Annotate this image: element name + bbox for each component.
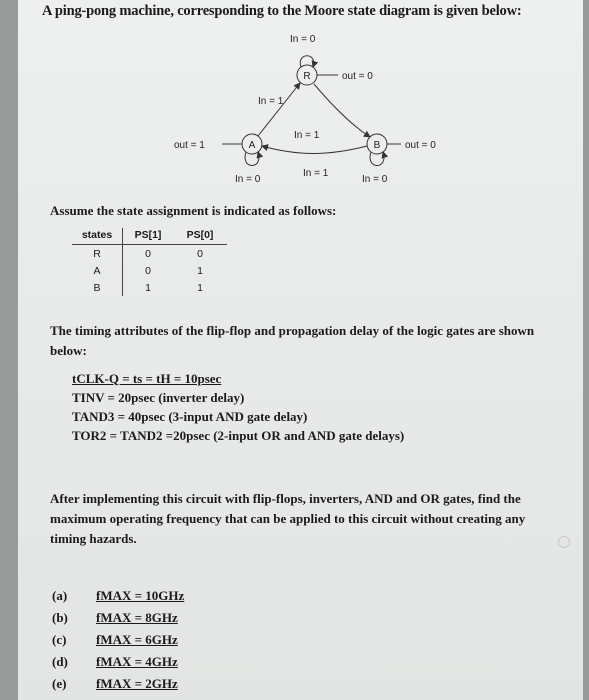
option-e[interactable]	[52, 676, 184, 698]
page-title: A ping-pong machine, corresponding to the Moore state diagram is given below:	[42, 3, 522, 19]
state-r	[297, 65, 317, 85]
option-label: (a)	[52, 588, 68, 603]
header-ps1: PS[1]	[123, 228, 174, 245]
answer-options	[52, 588, 184, 698]
option-value: fMAX = 2GHz	[96, 676, 178, 691]
b-to-a-label: In = 1	[303, 168, 329, 179]
option-b[interactable]	[52, 610, 184, 632]
table-cell: R	[72, 245, 123, 263]
option-value: fMAX = 6GHz	[96, 632, 178, 647]
timing-intro-line-2: below:	[50, 343, 87, 358]
option-value: fMAX = 4GHz	[96, 654, 178, 669]
table-row	[72, 279, 227, 296]
option-label: (b)	[52, 610, 68, 625]
r-to-b-arrow	[314, 84, 370, 137]
a-to-r-label: In = 1	[258, 96, 284, 107]
b-to-a-arrow	[262, 146, 367, 154]
state-a-label: A	[248, 140, 256, 151]
question-line-3: timing hazards.	[50, 531, 137, 546]
state-diagram	[18, 0, 583, 200]
header-ps0: PS[0]	[173, 228, 227, 245]
a-output-label: out = 1	[174, 140, 205, 151]
a-to-r-arrow	[258, 83, 300, 136]
option-a[interactable]	[52, 588, 184, 610]
option-label: (e)	[52, 676, 67, 691]
timing-intro-line-1: The timing attributes of the flip-flop and propagation delay of the logic gates are shown	[50, 323, 535, 338]
table-cell: A	[72, 262, 123, 279]
table-cell: 1	[197, 264, 203, 277]
option-value: fMAX = 10GHz	[96, 588, 185, 603]
question-line-1: After implementing this circuit with flip-flops, inverters, AND and OR gates, find the	[50, 491, 521, 506]
option-label: (d)	[52, 654, 68, 669]
r-self-loop-label: In = 0	[290, 34, 316, 45]
b-output-label: out = 0	[405, 140, 436, 151]
option-c[interactable]	[52, 632, 184, 654]
timing-intro	[50, 321, 570, 361]
question-line-2: maximum operating frequency that can be applied to this circuit without creating any	[50, 511, 526, 526]
option-value: fMAX = 8GHz	[96, 610, 178, 625]
option-d[interactable]	[52, 654, 184, 676]
option-label: (c)	[52, 632, 67, 647]
table-cell: 0	[197, 247, 203, 260]
timing-line-clk: tCLK-Q = ts = tH = 10psec	[72, 371, 222, 386]
timing-line-inv: TINV = 20psec (inverter delay)	[72, 390, 245, 405]
state-a	[242, 134, 262, 154]
table-cell: 1	[197, 281, 203, 294]
table-cell: 0	[145, 247, 151, 260]
state-r-label: R	[303, 71, 311, 82]
assignment-heading: Assume the state assignment is indicated as follows:	[50, 203, 337, 218]
timing-list	[72, 369, 404, 445]
watermark-mark	[558, 536, 570, 548]
table-header-row	[72, 228, 227, 245]
table-cell: B	[72, 279, 123, 296]
header-states: states	[72, 228, 123, 245]
r-output-label: out = 0	[342, 71, 373, 82]
table-cell: 0	[145, 264, 151, 277]
timing-line-and3: TAND3 = 40psec (3-input AND gate delay)	[72, 409, 308, 424]
r-to-b-label: In = 1	[294, 130, 320, 141]
b-self-loop-label: In = 0	[362, 174, 388, 185]
table-row	[72, 262, 227, 279]
a-self-loop-label: In = 0	[235, 174, 261, 185]
question-text	[50, 489, 570, 549]
document-sheet	[18, 0, 583, 700]
timing-line-or2: TOR2 = TAND2 =20psec (2-input OR and AND gate delays)	[72, 428, 405, 443]
table-row	[72, 245, 227, 263]
state-b-label: B	[373, 140, 381, 151]
state-assignment-table	[72, 228, 227, 296]
table-cell: 1	[145, 281, 151, 294]
